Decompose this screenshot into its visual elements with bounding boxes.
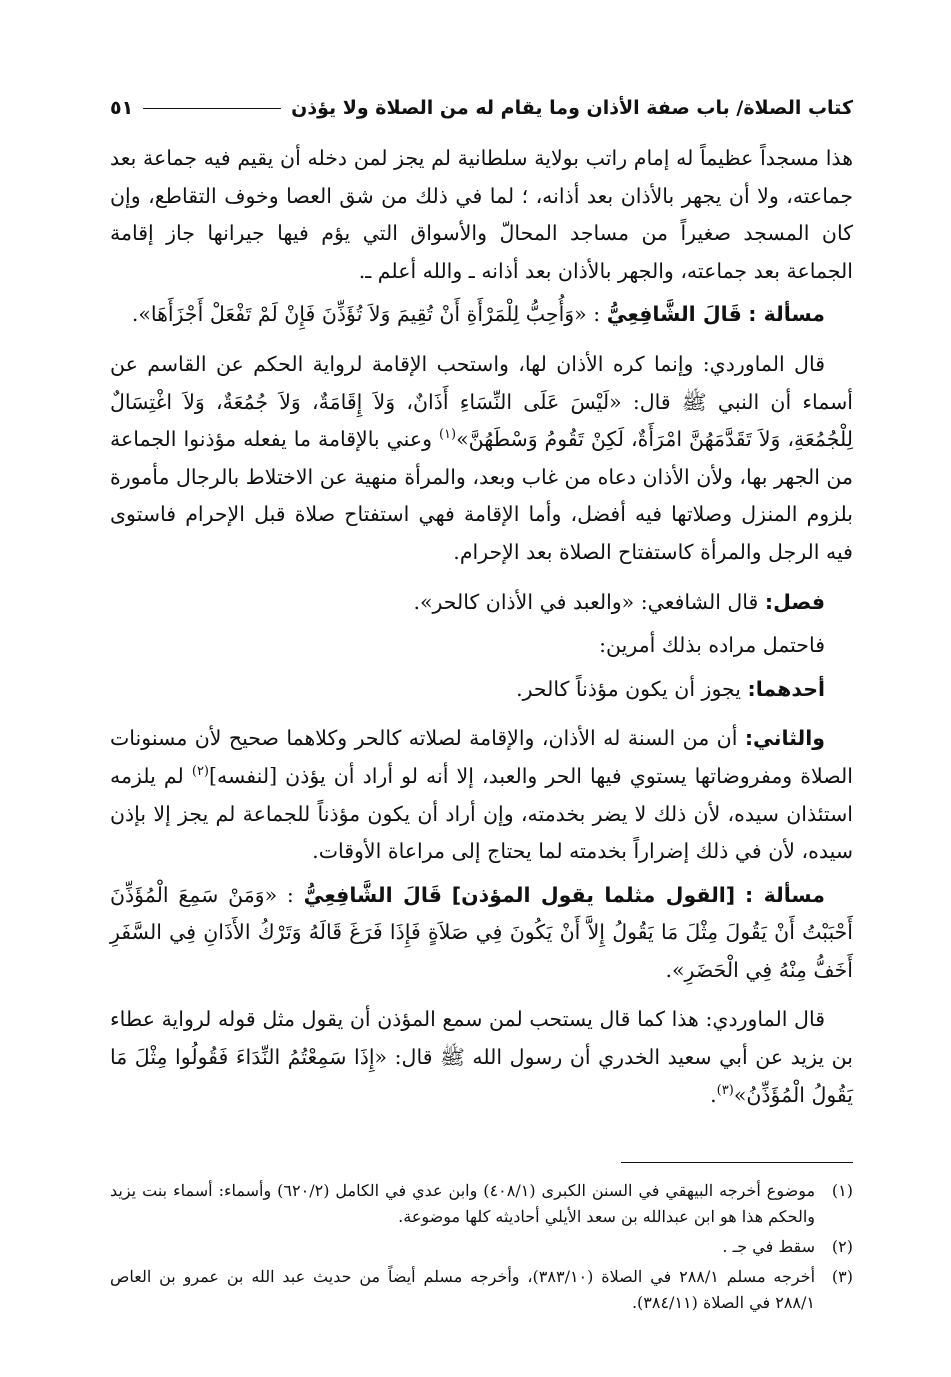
paragraph-masala-1 [110, 296, 853, 334]
paragraph-fasl [110, 584, 853, 622]
second-option-text-b: لم يلزمه استئذان سيده، لأن ذلك لا يضر بخدمته، وإن أراد أن يكون مؤذناً للجماعة لم يجز إلا بإذن سيده، لأن في ذلك إضراراً بخدمته لما يحتاج إلى مراعاة الأوقات. [110, 763, 853, 864]
footnote-number: (١) [831, 1181, 853, 1200]
paragraph-first-option [110, 671, 853, 709]
masala-label: مسألة : [748, 302, 825, 327]
fasl-text: قال الشافعي: «والعبد في الأذان كالحر». [413, 589, 765, 614]
header-title: كتاب الصلاة/ باب صفة الأذان وما يقام له من الصلاة ولا يؤذن [291, 97, 853, 119]
footnote-number: (٢) [831, 1237, 853, 1256]
header-rule [143, 108, 281, 109]
fasl-label: فصل: [764, 589, 825, 614]
first-option-label: أحدهما: [747, 676, 825, 701]
masala-2-label: مسألة : [744, 882, 825, 907]
speaker-shafii: قَالَ الشَّافِعِيُّ [606, 302, 742, 327]
footnote-number: (٣) [831, 1267, 853, 1286]
main-text [110, 140, 853, 1114]
footnote-3 [110, 1264, 853, 1316]
mawardi-2-end: . [710, 1082, 717, 1107]
second-option-text-a: أن من السنة له الأذان، والإقامة لصلاته كالحر وكلاهما صحيح لأن مسنونات الصلاة ومفروضاتها يستوي فيها الحر والعبد، إلا أنه لو أراد أن يؤذن [لنفسه] [110, 726, 853, 788]
quote-shafii: : «وَأُحِبُّ لِلْمَرْأَةِ أَنْ تُقِيمَ وَلاَ تُؤَذِّنَ فَإِنْ لَمْ تَفْعَلْ أَجْزَأَهَا». [131, 302, 601, 327]
speaker-shafii-2: قَالَ الشَّافِعِيُّ [303, 882, 442, 907]
first-option-text: يجوز أن يكون مؤذناً كالحر. [516, 676, 748, 701]
footnote-text: موضوع أخرجه البيهقي في السنن الكبرى (٤٠٨/١) وابن عدي في الكامل (٦٢٠/٢) وأسماء: أسماء بنت يزيد والحكم هذا هو ابن عبدالله بن سعد الأيلي أحاديثه كلها موضوعة. [110, 1181, 816, 1226]
paragraph-mawardi-2 [110, 1001, 853, 1114]
footnote-1 [110, 1178, 853, 1230]
mawardi-text-a: قال الماوردي: وإنما كره الأذان لها، واستحب الإقامة لرواية الحكم عن القاسم عن أسماء أن النبي ﷺ قال: «لَيْسَ عَلَى النِّسَاءِ أَذَانٌ، وَلاَ إِقَامَةٌ، وَلاَ جُمُعَةٌ، وَلاَ اغْتِسَالٌ لِلْجُمُعَةِ، وَلاَ تَقَدَّمَهُنَّ امْرَأَةٌ، لَكِنْ تَقُومُ وَسْطَهُنَّ» [110, 351, 853, 452]
footnote-separator [621, 1162, 853, 1163]
footnote-text: سقط في جـ . [722, 1237, 815, 1256]
footnote-ref-3[interactable]: (٣) [716, 1082, 734, 1098]
masala-2-heading: [القول مثلما يقول المؤذن] [451, 882, 736, 907]
footnote-text: أخرجه مسلم ٢٨٨/١ في الصلاة (٣٨٣/١٠)، وأخرجه مسلم أيضاً من حديث عبد الله بن عمرو بن العاص ٢٨٨/١ في الصلاة (٣٨٤/١١). [110, 1267, 816, 1312]
paragraph-two-options: فاحتمل مراده بذلك أمرين: [599, 633, 825, 658]
paragraph-1: هذا مسجداً عظيماً له إمام راتب بولاية سلطانية لم يجز لمن دخله أن يقيم فيه جماعة بعد جماعته، ولا أن يجهر بالأذان بعد أذانه، ؛ لما في ذلك من شق العصا وخوف التقاطع، وإن كان المسجد صغيراً من مساجد المحالّ والأسواق التي يؤم فيها جيرانها جاز إقامة الجماعة بعد جماعته، والجهر بالأذان بعد أذانه ـ والله أعلم ـ. [110, 146, 853, 283]
footnotes [110, 1178, 853, 1320]
mawardi-text-b: وعني بالإقامة ما يفعله مؤذنوا الجماعة من الجهر بها، ولأن الأذان دعاه من غاب وبعد، والمرأة منهية عن الاختلاط بالرجال مأمورة بلزوم المنزل وصلاتها فيه أفضل، وأما الإقامة فهي استفتاح صلاة قبل الإحرام فاستوى فيه الرجل والمرأة كاستفتاح الصلاة بعد الإحرام. [109, 427, 853, 564]
paragraph-masala-2 [110, 877, 853, 990]
quote-shafii-2: : «وَمَنْ سَمِعَ الْمُؤَذِّنَ أَحْبَبْتُ أَنْ يَقُولَ مِثْلَ مَا يَقُولُ إِلاَّ أَنْ يَكُونَ فِي صَلاَةٍ فَإِذَا فَرَغَ قَالَهُ وَتَرْكُ الأَذَانِ فِي السَّفَرِ أَخَفُّ مِنْهُ فِي الْحَضَرِ». [110, 882, 853, 982]
footnote-ref-1[interactable]: (١) [438, 427, 457, 443]
page-number: ٥١ [110, 97, 134, 119]
mawardi-2-text: قال الماوردي: هذا كما قال يستحب لمن سمع المؤذن أن يقول مثل قوله لرواية عطاء بن يزيد عن أبي سعيد الخدري أن رسول الله ﷺ قال: «إِذَا سَمِعْتُمُ النِّدَاءَ فَقُولُوا مِثْلَ مَا يَقُولُ الْمُؤَذِّنُ» [110, 1007, 853, 1107]
running-header [110, 88, 853, 128]
second-option-label: والثاني: [744, 726, 825, 751]
paragraph-mawardi-1 [110, 346, 853, 572]
paragraph-second-option [110, 720, 853, 870]
footnote-ref-2[interactable]: (٢) [191, 764, 209, 780]
footnote-2 [110, 1234, 853, 1260]
